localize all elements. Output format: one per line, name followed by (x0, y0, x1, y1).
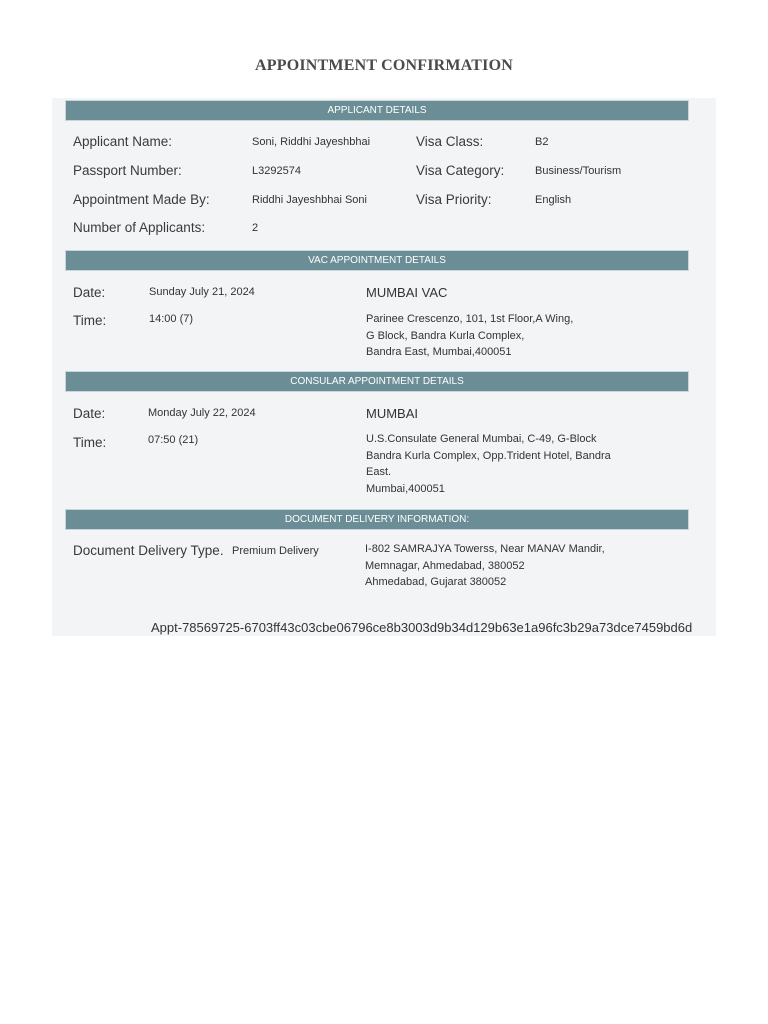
vac-address (366, 311, 573, 361)
consular-date-label: Date: (73, 406, 106, 421)
consular-location: MUMBAI (366, 406, 418, 421)
visa-priority-label: Visa Priority: (416, 192, 492, 207)
delivery-address-line: I-802 SAMRAJYA Towerss, Near MANAV Mandir, (365, 543, 605, 555)
appointment-made-by-label: Appointment Made By: (73, 192, 210, 207)
delivery-address-line: Ahmedabad, Gujarat 380052 (365, 576, 507, 588)
visa-class-value: B2 (535, 136, 549, 148)
number-of-applicants-value: 2 (252, 222, 259, 234)
consular-address (366, 431, 611, 497)
visa-class-label: Visa Class: (416, 134, 484, 149)
visa-category-label: Visa Category: (416, 163, 505, 178)
document-delivery-header: DOCUMENT DELIVERY INFORMATION: (65, 509, 689, 530)
passport-number-value: L3292574 (252, 165, 301, 177)
appointment-reference-id: Appt-78569725-6703ff43c03cbe06796ce8b3003d9b34d129b63e1a96fc3b29a73dce7459bd6d (151, 620, 693, 635)
passport-number-label: Passport Number: (73, 163, 182, 178)
applicant-details-header: APPLICANT DETAILS (65, 100, 689, 121)
visa-category-value: Business/Tourism (535, 165, 622, 177)
vac-appointment-header: VAC APPOINTMENT DETAILS (65, 250, 689, 271)
consular-address-line: Bandra Kurla Complex, Opp.Trident Hotel, Bandra (366, 449, 611, 462)
consular-date-value: Monday July 22, 2024 (148, 407, 256, 419)
applicant-name-value: Soni, Riddhi Jayeshbhai (252, 136, 371, 148)
number-of-applicants-label: Number of Applicants: (73, 220, 206, 235)
consular-appointment-header: CONSULAR APPOINTMENT DETAILS (65, 371, 689, 392)
vac-location: MUMBAI VAC (366, 285, 448, 300)
vac-time-value: 14:00 (7) (149, 313, 194, 325)
consular-address-line: U.S.Consulate General Mumbai, C-49, G-Block (366, 433, 597, 445)
delivery-address-line: Memnagar, Ahmedabad, 380052 (365, 559, 525, 572)
vac-address-line: Bandra East, Mumbai,400051 (366, 346, 512, 358)
delivery-type-label: Document Delivery Type. (73, 543, 224, 558)
consular-address-line: Mumbai,400051 (366, 482, 445, 495)
consular-address-line: East. (366, 466, 392, 478)
vac-address-line: Parinee Crescenzo, 101, 1st Floor,A Wing, (366, 313, 574, 325)
appointment-made-by-value: Riddhi Jayeshbhai Soni (252, 194, 367, 206)
page-title: APPOINTMENT CONFIRMATION (255, 57, 513, 74)
consular-time-value: 07:50 (21) (148, 434, 199, 446)
vac-address-line: G Block, Bandra Kurla Complex, (366, 329, 525, 342)
delivery-address (365, 541, 605, 591)
vac-time-label: Time: (73, 313, 107, 328)
vac-date-value: Sunday July 21, 2024 (149, 286, 255, 298)
consular-time-label: Time: (73, 435, 107, 450)
delivery-type-value: Premium Delivery (232, 545, 319, 557)
applicant-name-label: Applicant Name: (73, 134, 173, 149)
vac-date-label: Date: (73, 285, 106, 300)
visa-priority-value: English (535, 194, 572, 206)
